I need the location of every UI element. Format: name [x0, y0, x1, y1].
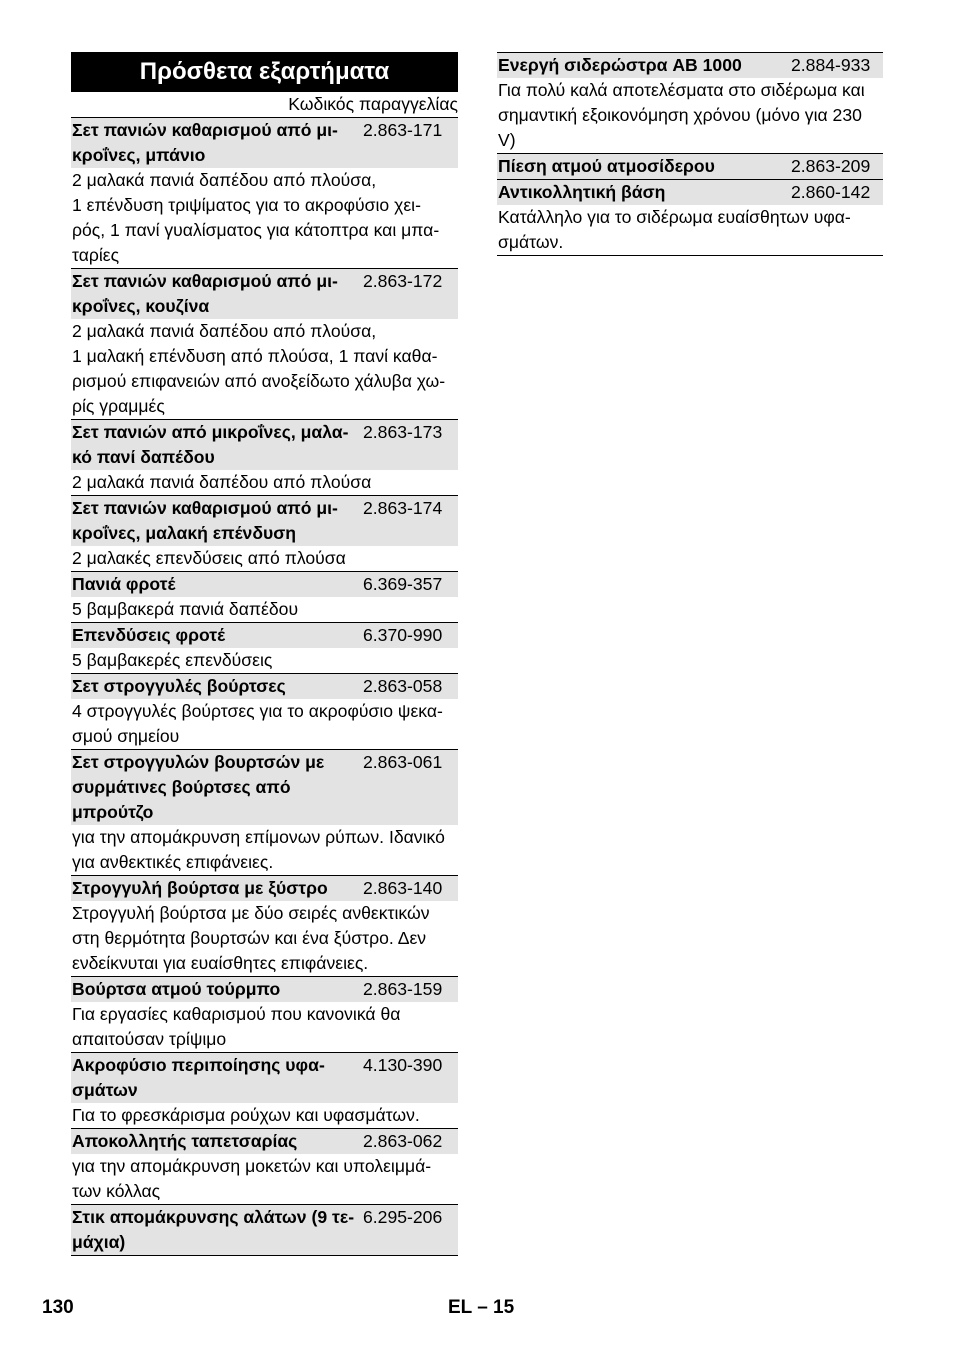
order-number: 6.295-206	[363, 1207, 443, 1227]
accessory-name-line: Σετ πανιών καθαρισμού από μι-	[72, 498, 338, 518]
accessory-item-header	[71, 674, 458, 699]
order-number-label: Κωδικός παραγγελίας	[288, 94, 458, 114]
left-column	[71, 52, 458, 1256]
divider	[71, 1255, 458, 1256]
description-line: για την απομάκρυνση μοκετών και υπολειμμά-	[72, 1156, 432, 1176]
accessory-name	[71, 269, 361, 319]
accessory-name-line: Σετ στρογγυλές βούρτσες	[72, 676, 286, 696]
accessory-name-line: Βούρτσα ατμού τούρμπο	[72, 979, 281, 999]
section-title: Πρόσθετα εξαρτήματα	[71, 52, 458, 92]
description-line: ρισμού επιφανειών από ανοξείδωτο χάλυβα χω-	[72, 371, 446, 391]
description-line: 2 μαλακές επενδύσεις από πλούσα	[72, 548, 346, 568]
accessory-name	[71, 977, 361, 1002]
accessory-list-right	[497, 52, 883, 255]
language-page-label: EL – 15	[448, 1297, 515, 1318]
accessory-name-line: μάχια)	[72, 1232, 126, 1252]
description-line: V)	[498, 130, 516, 150]
order-number: 4.130-390	[363, 1055, 443, 1075]
accessory-name-line: Στρογγυλή βούρτσα με ξύστρο	[72, 878, 328, 898]
order-number: 6.369-357	[363, 574, 443, 594]
accessory-item-header	[71, 420, 458, 470]
order-number: 2.863-061	[363, 752, 443, 772]
accessory-name-line: Ακροφύσιο περιποίησης υφα-	[72, 1055, 325, 1075]
order-number: 6.370-990	[363, 625, 443, 645]
description-line: 5 βαμβακερά πανιά δαπέδου	[72, 599, 299, 619]
page-number: 130	[42, 1297, 74, 1318]
accessory-item	[71, 495, 458, 571]
accessory-item	[71, 976, 458, 1052]
accessory-item	[497, 153, 883, 179]
accessory-name-line: Πανιά φροτέ	[72, 574, 176, 594]
accessory-item-header	[71, 876, 458, 901]
accessory-item-header	[71, 1205, 458, 1255]
accessory-name-line: κροΐνες, κουζίνα	[72, 296, 210, 316]
description-line: απαιτούσαν τρίψιμο	[72, 1029, 227, 1049]
order-number: 2.863-174	[363, 498, 443, 518]
divider	[497, 255, 883, 256]
accessory-name-line: Ενεργή σιδερώστρα AB 1000	[498, 55, 742, 75]
accessory-name-line: Σετ πανιών από μικροΐνες, μαλα-	[72, 422, 349, 442]
accessory-item	[71, 622, 458, 673]
description-line: Για το φρεσκάρισμα ρούχων και υφασμάτων.	[72, 1105, 420, 1125]
order-number: 2.863-062	[363, 1131, 443, 1151]
order-number: 2.863-209	[791, 156, 871, 176]
description-line: για ανθεκτικές επιφάνειες.	[72, 852, 274, 872]
accessory-description	[71, 319, 458, 419]
accessory-list-left	[71, 117, 458, 1255]
accessory-name	[71, 496, 361, 546]
description-line: στη θερμότητα βουρτσών και ένα ξύστρο. Δεν	[72, 928, 427, 948]
description-line: 2 μαλακά πανιά δαπέδου από πλούσα,	[72, 170, 377, 190]
accessory-name	[497, 53, 789, 78]
order-number: 2.863-058	[363, 676, 443, 696]
description-line: ρός, 1 πανί γυαλίσματος για κάτοπτρα και μπα-	[72, 220, 440, 240]
accessory-item-header	[71, 572, 458, 597]
description-line: σημαντική εξοικονόμηση χρόνου (μόνο για 230	[498, 105, 862, 125]
description-line: Στρογγυλή βούρτσα με δύο σειρές ανθεκτικών	[72, 903, 430, 923]
accessory-description	[71, 168, 458, 268]
accessory-item	[71, 875, 458, 976]
accessory-name-line: κροΐνες, μαλακή επένδυση	[72, 523, 297, 543]
description-line: 2 μαλακά πανιά δαπέδου από πλούσα	[72, 472, 372, 492]
order-number: 2.860-142	[791, 182, 871, 202]
accessory-item	[71, 268, 458, 419]
accessory-item	[71, 1052, 458, 1128]
order-number: 2.863-159	[363, 979, 443, 999]
accessory-name	[497, 154, 789, 179]
description-line: σμού σημείου	[72, 726, 180, 746]
accessory-item-header	[71, 269, 458, 319]
accessory-item	[71, 117, 458, 268]
description-line: 1 επένδυση τριψίματος για το ακροφύσιο χει-	[72, 195, 421, 215]
accessory-name-line: Αντικολλητική βάση	[498, 182, 666, 202]
accessory-name	[71, 750, 361, 825]
description-line: Για πολύ καλά αποτελέσματα στο σιδέρωμα και	[498, 80, 865, 100]
accessory-item	[497, 179, 883, 255]
order-number: 2.863-172	[363, 271, 443, 291]
accessory-name-line: Σετ στρογγυλών βουρτσών με	[72, 752, 325, 772]
accessory-item-header	[71, 750, 458, 825]
accessory-name-line: Σετ πανιών καθαρισμού από μι-	[72, 120, 338, 140]
accessory-item	[71, 749, 458, 875]
accessory-name-line: μπρούτζο	[72, 802, 154, 822]
accessory-name	[71, 1205, 361, 1255]
accessory-name	[71, 420, 361, 470]
accessory-item-header	[497, 53, 883, 78]
right-column	[497, 52, 883, 256]
accessory-description	[71, 1103, 458, 1128]
description-line: 1 μαλακή επένδυση από πλούσα, 1 πανί καθα-	[72, 346, 438, 366]
accessory-description	[71, 699, 458, 749]
accessory-name	[497, 180, 789, 205]
accessory-item	[71, 673, 458, 749]
description-line: ενδείκνυται για ευαίσθητες επιφάνειες.	[72, 953, 369, 973]
accessory-name-line: σμάτων	[72, 1080, 138, 1100]
description-line: των κόλλας	[72, 1181, 161, 1201]
accessory-item-header	[71, 977, 458, 1002]
accessory-description	[71, 901, 458, 976]
accessory-name-line: κροΐνες, μπάνιο	[72, 145, 206, 165]
order-number: 2.863-140	[363, 878, 443, 898]
accessory-name	[71, 623, 361, 648]
description-line: 5 βαμβακερές επενδύσεις	[72, 650, 273, 670]
accessory-item-header	[71, 118, 458, 168]
accessory-item	[71, 1204, 458, 1255]
accessory-description	[71, 597, 458, 622]
accessory-name	[71, 572, 361, 597]
accessory-name-line: Πίεση ατμού ατμοσίδερου	[498, 156, 715, 176]
accessory-description	[71, 1154, 458, 1204]
accessory-name	[71, 674, 361, 699]
accessory-description	[71, 470, 458, 495]
accessory-item-header	[497, 180, 883, 205]
accessory-name-line: Αποκολλητής ταπετσαρίας	[72, 1131, 298, 1151]
description-line: ρίς γραμμές	[72, 396, 165, 416]
description-line: Κατάλληλο για το σιδέρωμα ευαίσθητων υφα-	[498, 207, 851, 227]
order-number: 2.884-933	[791, 55, 871, 75]
description-line: για την απομάκρυνση επίμονων ρύπων. Ιδανικό	[72, 827, 445, 847]
accessory-item	[71, 419, 458, 495]
order-number: 2.863-171	[363, 120, 443, 140]
accessory-name	[71, 876, 361, 901]
description-line: 2 μαλακά πανιά δαπέδου από πλούσα,	[72, 321, 377, 341]
accessory-description	[497, 78, 883, 153]
accessory-item-header	[71, 1129, 458, 1154]
accessory-name-line: συρμάτινες βούρτσες από	[72, 777, 291, 797]
description-line: σμάτων.	[498, 232, 564, 252]
accessory-item	[497, 52, 883, 153]
accessory-name-line: Επενδύσεις φροτέ	[72, 625, 226, 645]
accessory-item-header	[71, 1053, 458, 1103]
accessory-item-header	[71, 496, 458, 546]
accessory-name	[71, 1053, 361, 1103]
accessory-description	[71, 1002, 458, 1052]
accessory-name	[71, 118, 361, 168]
accessory-item	[71, 1128, 458, 1204]
description-line: Για εργασίες καθαρισμού που κανονικά θα	[72, 1004, 401, 1024]
accessory-description	[71, 546, 458, 571]
accessory-item-header	[71, 623, 458, 648]
accessory-item	[71, 571, 458, 622]
description-line: 4 στρογγυλές βούρτσες για το ακροφύσιο ψεκα-	[72, 701, 443, 721]
accessory-item-header	[497, 154, 883, 179]
accessory-description	[497, 205, 883, 255]
accessory-name-line: Σετ πανιών καθαρισμού από μι-	[72, 271, 338, 291]
order-number: 2.863-173	[363, 422, 443, 442]
accessory-name	[71, 1129, 361, 1154]
accessory-description	[71, 825, 458, 875]
accessory-name-line: κό πανί δαπέδου	[72, 447, 215, 467]
accessory-name-line: Στικ απομάκρυνσης αλάτων (9 τε-	[72, 1207, 355, 1227]
description-line: ταρίες	[72, 245, 120, 265]
accessory-description	[71, 648, 458, 673]
